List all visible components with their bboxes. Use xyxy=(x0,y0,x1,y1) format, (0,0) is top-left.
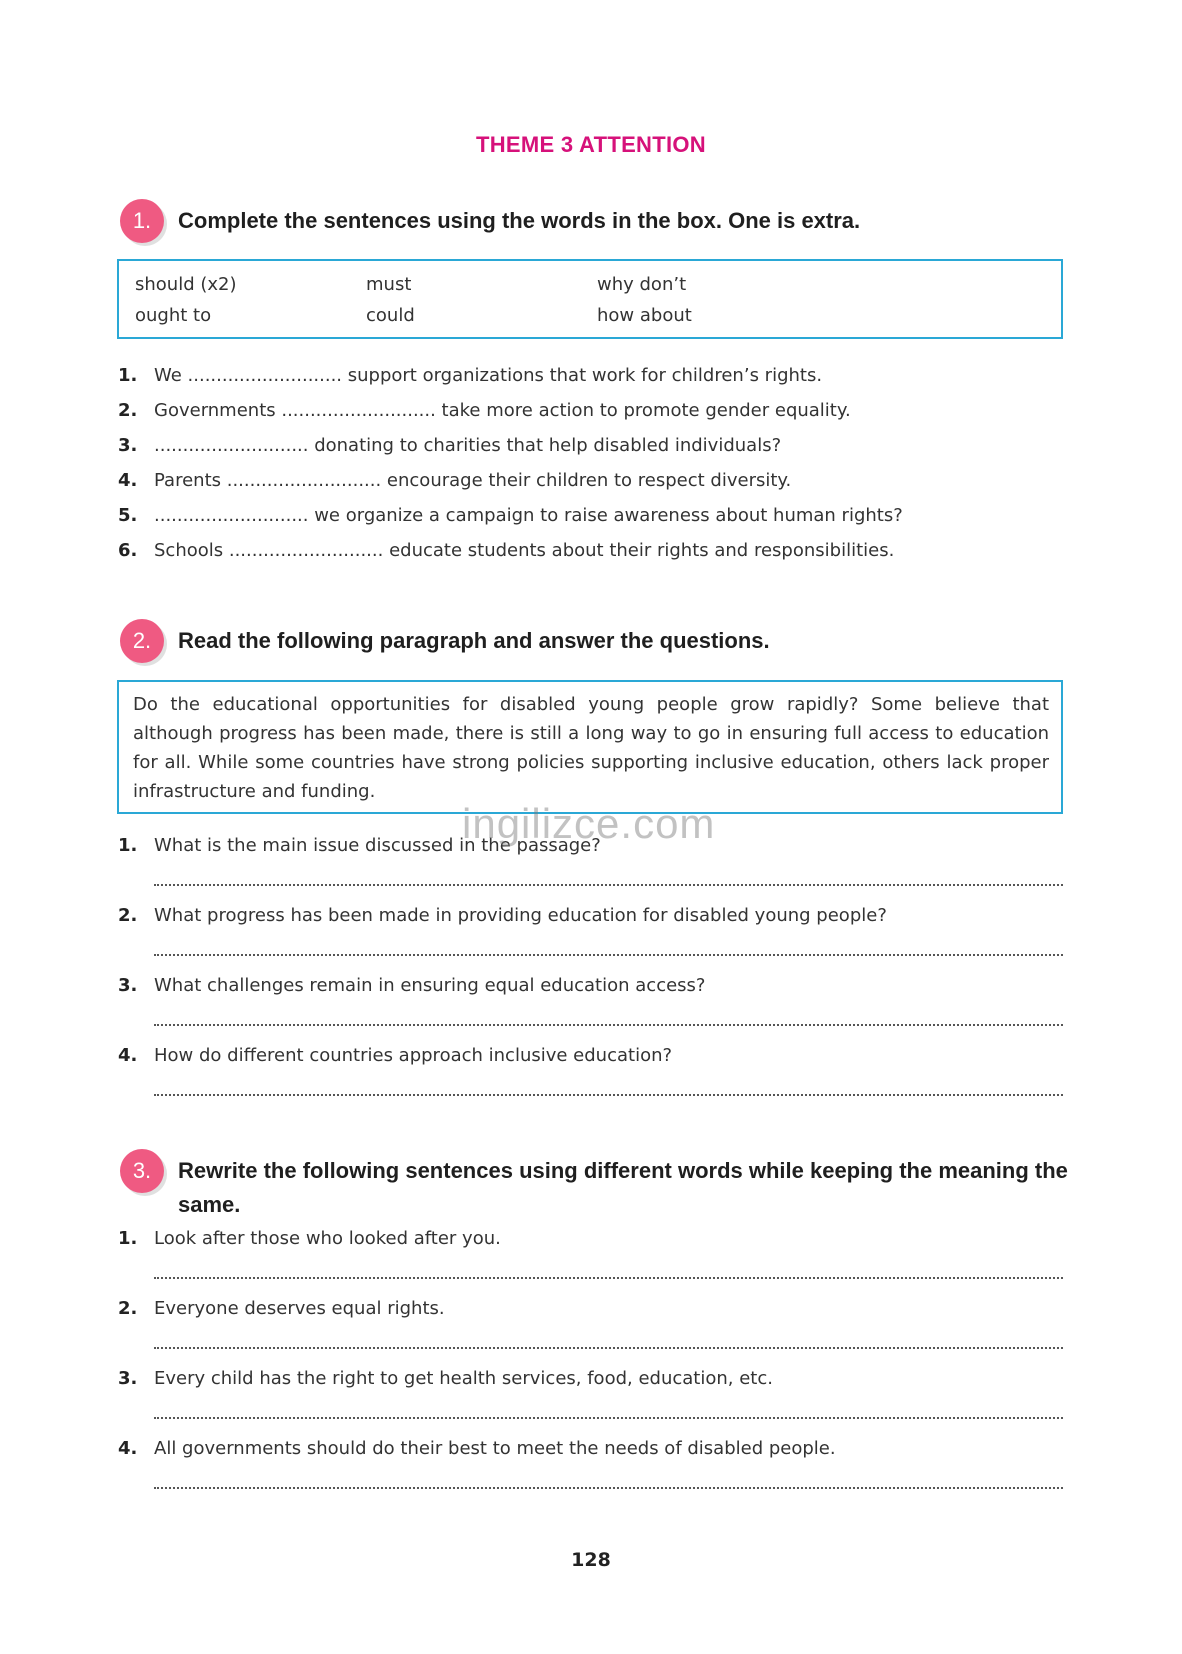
box-word: must xyxy=(366,274,412,295)
box-word: ought to xyxy=(135,305,212,326)
answer-line[interactable] xyxy=(154,1092,1063,1096)
section-instruction: Complete the sentences using the words in the box. One is extra. xyxy=(178,208,861,233)
item-text: Parents ........................... encourage their children to respect diversity. xyxy=(154,470,792,491)
item-text: Every child has the right to get health services, food, education, etc. xyxy=(154,1368,773,1389)
box-word: why don’t xyxy=(597,274,687,295)
item-number: 2. xyxy=(118,1298,138,1319)
page-title: THEME 3 ATTENTION xyxy=(476,132,706,157)
item-text: What progress has been made in providing education for disabled young people? xyxy=(154,905,887,926)
item-number: 6. xyxy=(118,540,138,561)
answer-line[interactable] xyxy=(154,882,1063,886)
section-number-badge: 3. xyxy=(120,1149,164,1193)
reading-paragraph: Do the educational opportunities for disabled young people grow rapidly? Some believe that although progress has been made, there is still a long way to go in ensuring full access to education for all. While some countries have strong policies supporting inclusive education, others lack proper infrastructure and funding. xyxy=(117,680,1063,814)
answer-line[interactable] xyxy=(154,1022,1063,1026)
word-box xyxy=(117,259,1063,339)
answer-line[interactable] xyxy=(154,1485,1063,1489)
item-text: Everyone deserves equal rights. xyxy=(154,1298,445,1319)
box-word: how about xyxy=(597,305,692,326)
section-2-header xyxy=(120,619,1070,663)
box-word: should (x2) xyxy=(135,274,237,295)
item-number: 3. xyxy=(118,435,138,456)
page-number: 128 xyxy=(571,1549,611,1571)
item-number: 2. xyxy=(118,400,138,421)
item-text: ........................... donating to charities that help disabled individuals? xyxy=(154,435,782,456)
item-text: All governments should do their best to meet the needs of disabled people. xyxy=(154,1438,836,1459)
item-text: ........................... we organize a campaign to raise awareness about human rights? xyxy=(154,505,903,526)
item-text: What is the main issue discussed in the passage? xyxy=(154,835,601,856)
answer-line[interactable] xyxy=(154,1345,1063,1349)
answer-line[interactable] xyxy=(154,1275,1063,1279)
section-1-header xyxy=(120,199,1070,243)
section-number-badge: 1. xyxy=(120,199,164,243)
item-text: Look after those who looked after you. xyxy=(154,1228,501,1249)
item-number: 4. xyxy=(118,470,138,491)
item-number: 4. xyxy=(118,1438,138,1459)
item-text: Schools ........................... educate students about their rights and responsibilities. xyxy=(154,540,895,561)
answer-line[interactable] xyxy=(154,952,1063,956)
section-instruction: Read the following paragraph and answer the questions. xyxy=(178,628,770,653)
item-number: 3. xyxy=(118,1368,138,1389)
watermark: ingilizce.com xyxy=(462,800,716,847)
item-number: 4. xyxy=(118,1045,138,1066)
item-number: 2. xyxy=(118,905,138,926)
item-text: Governments ........................... take more action to promote gender equality. xyxy=(154,400,851,421)
section-instruction: Rewrite the following sentences using different words while keeping the meaning the same. xyxy=(178,1158,1068,1217)
item-text: How do different countries approach inclusive education? xyxy=(154,1045,673,1066)
item-number: 1. xyxy=(118,835,138,856)
answer-line[interactable] xyxy=(154,1415,1063,1419)
item-number: 1. xyxy=(118,1228,138,1249)
section-number-badge: 2. xyxy=(120,619,164,663)
item-number: 1. xyxy=(118,365,138,386)
item-text: We ........................... support organizations that work for children’s rights. xyxy=(154,365,823,386)
item-number: 3. xyxy=(118,975,138,996)
item-number: 5. xyxy=(118,505,138,526)
section-3-header xyxy=(120,1149,1070,1222)
item-text: What challenges remain in ensuring equal education access? xyxy=(154,975,706,996)
box-word: could xyxy=(366,305,415,326)
